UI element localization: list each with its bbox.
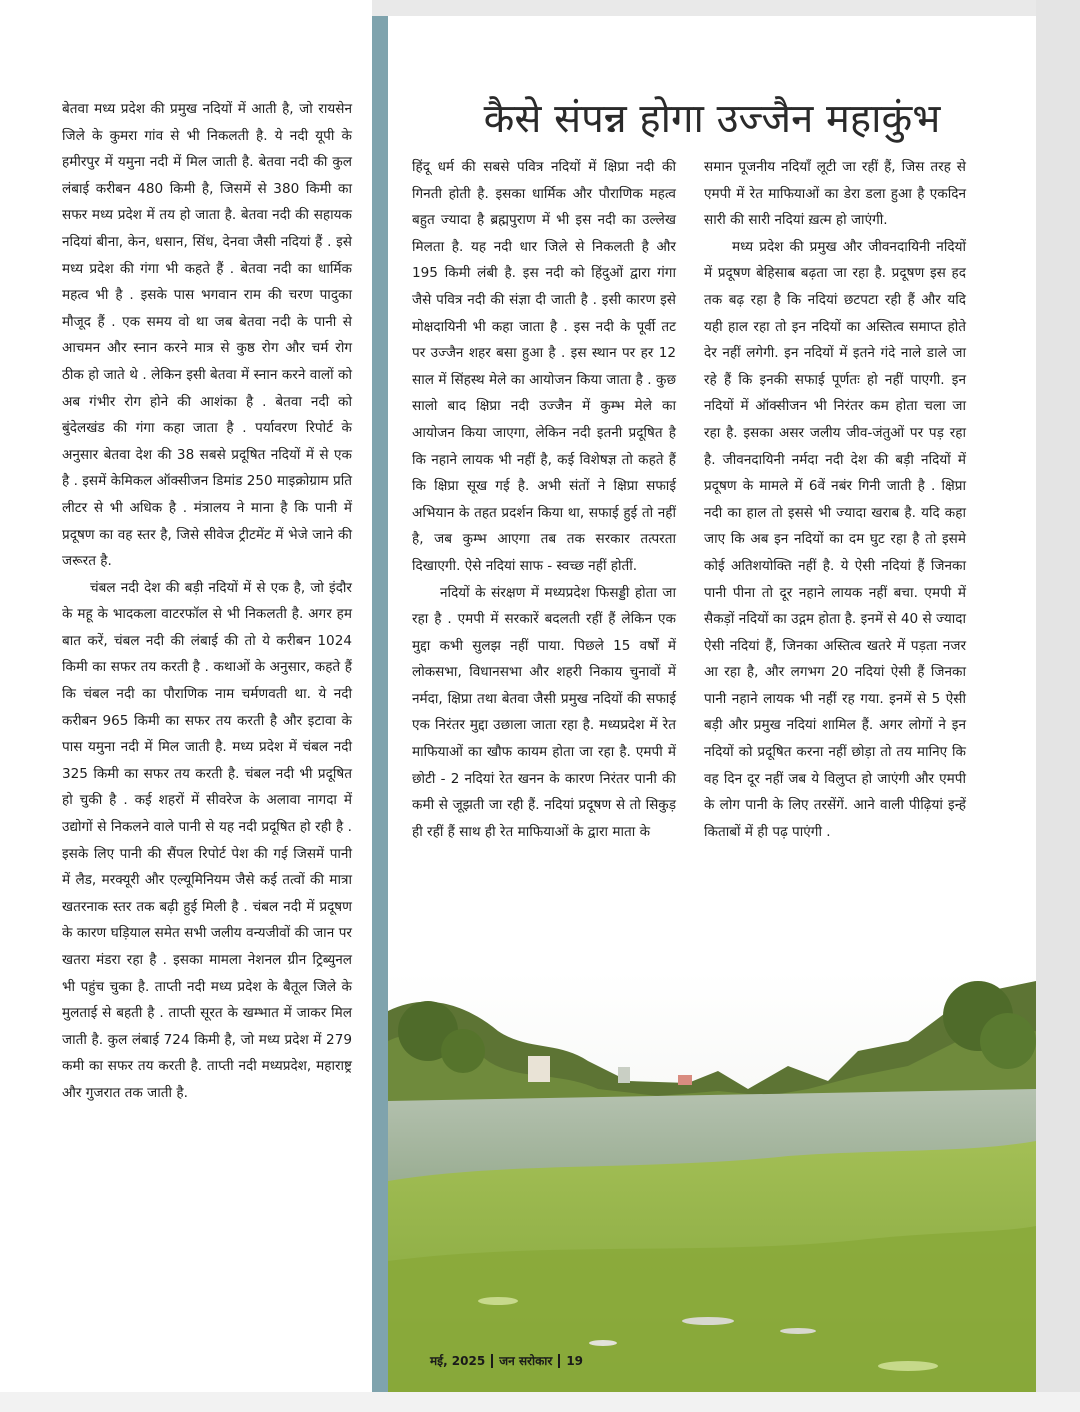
- paragraph-continuation: समान पूजनीय नदियाँ लूटी जा रहीं हैं, जिस तरह से एमपी में रेत माफियाओं का डेरा डला हुआ है एकदिन सारी की सारी नदियां ख़त्म हो जाएंगी.: [704, 159, 966, 229]
- background-margin-bottom: [0, 1392, 1080, 1412]
- left-page: [0, 0, 372, 1392]
- river-photo: [388, 971, 1036, 1392]
- right-column-text: [704, 154, 966, 845]
- background-margin-right: [1036, 0, 1080, 1412]
- footer-separator: [558, 1354, 560, 1368]
- paragraph-kshipra: हिंदू धर्म की सबसे पवित्र नदियों में क्षिप्रा नदी की गिनती होती है. इसका धार्मिक और पौराणिक महत्व बहुत ज्यादा है ब्रह्मपुराण में भी इस नदी का उल्लेख मिलता है. यह नदी धार जिले से निकलती है और 195 किमी लंबी है. इस नदी को हिंदुओं द्वारा गंगा जैसे पवित्र नदी की संज्ञा दी जाती है . इसी कारण इसे मोक्षदायिनी भी कहा जाता है . इस नदी के पूर्वी तट पर उज्जैन शहर बसा हुआ है . इस स्थान पर हर 12 साल में सिंहस्थ मेले का आयोजन किया जाता है . कुछ सालो बाद क्षिप्रा नदी उज्जैन में कुम्भ मेले का आयोजन किया जाएगा, लेकिन नदी इतनी प्रदूषित है कि नहाने लायक भी नहीं है, कई विशेषज्ञ तो कहते हैं कि क्षिप्रा सूख गई है. अभी संतों ने क्षिप्रा सफाई अभियान के तहत प्रदर्शन किया था, सफाई हुई तो नहीं है, जब कुम्भ आएगा तब तक सरकार तत्परता दिखाएगी. ऐसे नदियां साफ - स्वच्छ नहीं होतीं.: [412, 159, 676, 574]
- paragraph-chambal: चंबल नदी देश की बड़ी नदियों में से एक है, जो इंदौर के महू के भादकला वाटरफॉल से भी निकलती है. अगर हम बात करें, चंबल नदी की लंबाई की तो ये करीबन 1024 किमी का सफर तय करती है . कथाओं के अनुसार, कहते हैं कि चंबल नदी का पौराणिक नाम चर्मणवती था. ये नदी करीबन 965 किमी का सफर तय करती है और इटावा के पास यमुना नदी में मिल जाती है. मध्य प्रदेश में चंबल नदी 325 किमी का सफर तय करती है. चंबल नदी भी प्रदूषित हो चुकी है . कई शहरों में सीवरेज के अलावा नागदा में उद्योगों से निकलने वाले पानी से यह नदी प्रदूषित हो रही है . इसके लिए पानी की सैंपल रिपोर्ट पेश की गई जिसमें पानी में लैड, मरक्यूरी और एल्यूमिनियम जैसे कई तत्वों की मात्रा खतरनाक स्तर तक बढ़ी हुई मिली है . चंबल नदी में प्रदूषण के कारण घड़ियाल समेत सभी जलीय वन्यजीवों की जान पर खतरा मंडरा रहा है . इसका मामला नेशनल ग्रीन ट्रिब्युनल भी पहुंच चुका है. ताप्ती नदी मध्य प्रदेश के बैतूल जिले के मुलताई से बहती है . ताप्ती सूरत के खम्भात में जाकर मिल जाती है. कुल लंबाई 724 किमी है, जो मध्य प्रदेश में 279 कमी का सफर तय करती है. ताप्ती नदी मध्यप्रदेश, महाराष्ट्र और गुजरात तक जाती है.: [62, 579, 352, 1101]
- middle-column-text: [412, 154, 676, 845]
- page-divider: [372, 16, 388, 1392]
- left-column-text: [62, 96, 352, 1107]
- footer-magazine-name: जन सरोकार: [499, 1354, 553, 1368]
- article-headline: कैसे संपन्न होगा उज्जैन महाकुंभ: [483, 96, 941, 142]
- paragraph-conservation: नदियों के संरक्षण में मध्यप्रदेश फिसड्डी होता जा रहा है . एमपी में सरकारें बदलती रहीं हैं लेकिन एक मुद्दा कभी सुलझ नहीं पाया. पिछले 15 वर्षों में लोकसभा, विधानसभा और शहरी निकाय चुनावों में नर्मदा, क्षिप्रा तथा बेतवा जैसी प्रमुख नदियों की सफाई एक निरंतर मुद्दा उछाला जाता रहा है. मध्यप्रदेश में रेत माफियाओं का खौफ कायम होता जा रहा है. एमपी में छोटी - 2 नदियां रेत खनन के कारण निरंतर पानी की कमी से जूझती जा रही हैं. नदियां प्रदूषण से तो सिकुड़ ही रहीं हैं साथ ही रेत माफियाओं के द्वारा माता के: [412, 584, 676, 840]
- footer-date: मई, 2025: [430, 1354, 486, 1368]
- paragraph-pollution: मध्य प्रदेश की प्रमुख और जीवनदायिनी नदियों में प्रदूषण बेहिसाब बढ़ता जा रहा है. प्रदूषण इस हद तक बढ़ रहा है कि नदियां छटपटा रही हैं और यदि यही हाल रहा तो इन नदियों का अस्तित्व समाप्त होते देर नहीं लगेगी. इन नदियों में इतने गंदे नाले डाले जा रहे हैं कि इनकी सफाई पूर्णतः हो नहीं पाएगी. इन नदियों में ऑक्सीजन भी निरंतर कम होता चला जा रहा है. इसका असर जलीय जीव-जंतुओं पर पड़ रहा है. जीवनदायिनी नर्मदा नदी देश की बड़ी नदियों में प्रदूषण के मामले में 6वें नबंर गिनी जाती है . क्षिप्रा नदी का हाल तो इससे भी ज्यादा खराब है. यदि कहा जाए कि अब इन नदियों का दम घुट रहा है तो इसमे कोई अतिशयोक्ति नहीं है. ये ऐसी नदियां हैं जिनका पानी पीना तो दूर नहाने लायक नहीं बचा. एमपी में सैकड़ों नदियों का उद्गम होता है. इनमें से 40 से ज्यादा ऐसी नदियां हैं, जिनका अस्तित्व खतरे में पड़ता नजर आ रहा है, और लगभग 20 नदियां ऐसी हैं जिनका पानी नहाने लायक भी नहीं रह गया. इनमें से 5 ऐसी बड़ी और प्रमुख नदियां शामिल हैं. अगर लोगों ने इन नदियों को प्रदूषित करना नहीं छोड़ा तो तय मानिए कि वह दिन दूर नहीं जब ये विलुप्त हो जाएंगी और एमपी के लोग पानी के लिए तरसेंगें. आने वाली पीढ़ियां इन्हें किताबों में ही पढ़ पाएंगी .: [704, 238, 966, 840]
- river-photo-image: [388, 971, 1036, 1392]
- footer-separator: [491, 1354, 493, 1368]
- right-page: [388, 16, 1036, 1392]
- page-footer: [430, 1352, 583, 1369]
- paragraph-betwa: बेतवा मध्य प्रदेश की प्रमुख नदियों में आती है, जो रायसेन जिले के कुमरा गांव से भी निकलती है. ये नदी यूपी के हमीरपुर में यमुना नदी में मिल जाती है. बेतवा नदी की कुल लंबाई करीबन 480 किमी है, जिसमें से 380 किमी का सफर मध्य प्रदेश में तय हो जाता है. बेतवा नदी की सहायक नदियां बीना, केन, धसान, सिंध, देनवा जैसी नदियां हैं . इसे मध्य प्रदेश की गंगा भी कहते हैं . बेतवा नदी का धार्मिक महत्व भी है . इसके पास भगवान राम की चरण पादुका मौजूद हैं . एक समय वो था जब बेतवा नदी के पानी से आचमन और स्नान करने मात्र से कुष्ठ रोग और चर्म रोग ठीक हो जाते थे . लेकिन इसी बेतवा में स्नान करने वालों को अब गंभीर रोग होने की आशंका है . बेतवा नदी को बुंदेलखंड की गंगा कहा जाता है . पर्यावरण रिपोर्ट के अनुसार बेतवा देश की 38 सबसे प्रदूषित नदियों में से एक है . इसमें केमिकल ऑक्सीजन डिमांड 250 माइक्रोग्राम प्रति लीटर से भी अधिक है . मंत्रालय ने माना है कि पानी में प्रदूषण का वह स्तर है, जिसे सीवेज ट्रीटमेंट में भेजे जाने की जरूरत है.: [62, 101, 352, 570]
- footer-page-number: 19: [566, 1353, 584, 1368]
